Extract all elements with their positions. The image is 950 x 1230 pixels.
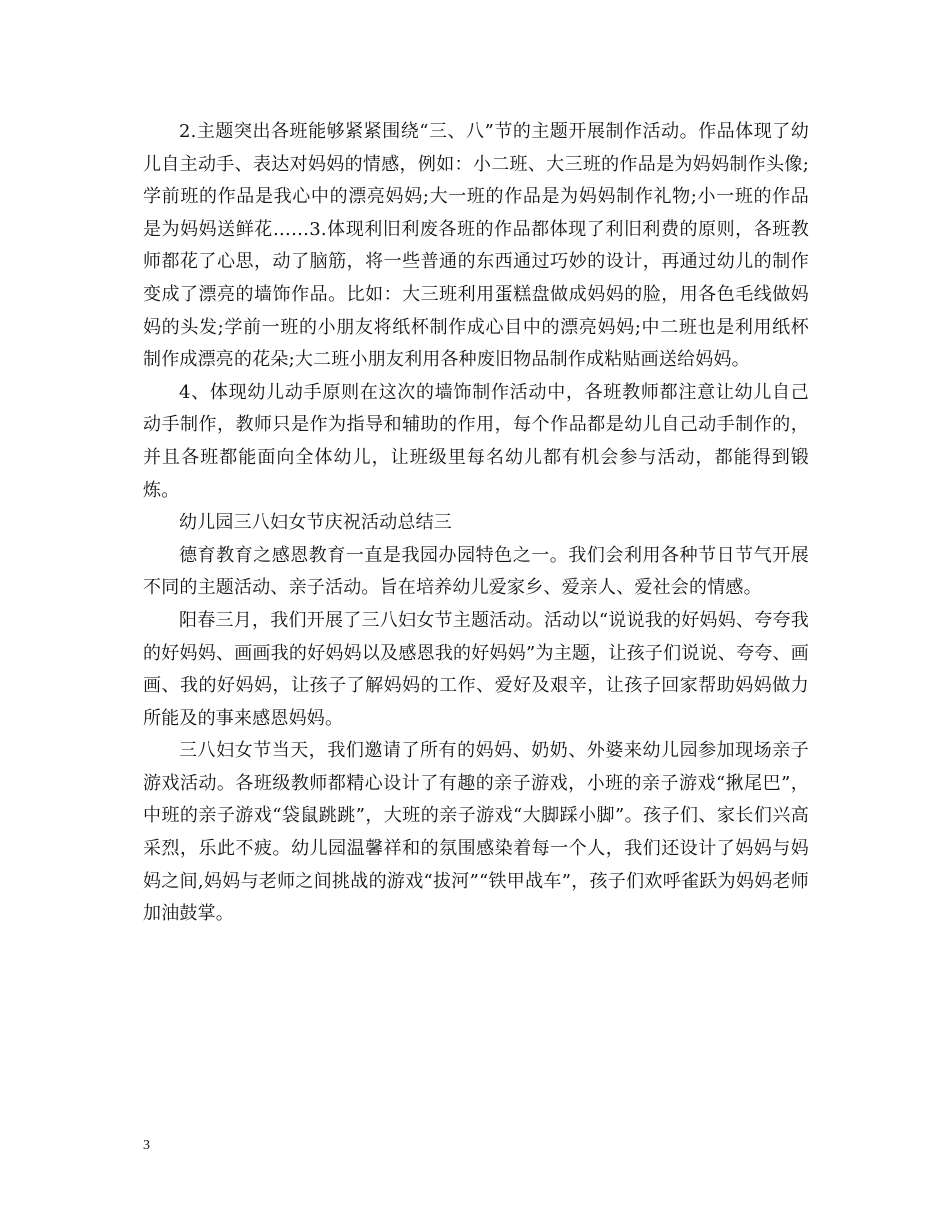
document-body [143, 116, 809, 931]
paragraph-theme-recycling: 2.主题突出各班能够紧紧围绕“三、八”节的主题开展制作活动。作品体现了幼儿自主动手、表达对妈妈的情感，例如：小二班、大三班的作品是为妈妈制作头像;学前班的作品是我心中的漂亮妈妈;大一班的作品是为妈妈制作礼物;小一班的作品是为妈妈送鲜花……3.体现利旧利废各班的作品都体现了利旧利费的原则，各班教师都花了心思，动了脑筋，将一些普通的东西通过巧妙的设计，再通过幼儿的制作变成了漂亮的墙饰作品。比如：大三班利用蛋糕盘做成妈妈的脸，用各色毛线做妈妈的头发;学前一班的小朋友将纸杯制作成心目中的漂亮妈妈;中二班也是利用纸杯制作成漂亮的花朵;大二班小朋友利用各种废旧物品制作成粘贴画送给妈妈。 [143, 121, 809, 371]
section-heading: 幼儿园三八妇女节庆祝活动总结三 [179, 512, 452, 534]
paragraph-hands-on-principle: 4、体现幼儿动手原则在这次的墙饰制作活动中，各班教师都注意让幼儿自己动手制作，教师只是作为指导和辅助的作用，每个作品都是幼儿自己动手制作的，并且各班都能面向全体幼儿，让班级里每名幼儿都有机会参与活动，都能得到锻炼。 [143, 381, 809, 501]
paragraph-gratitude-education: 德育教育之感恩教育一直是我园办园特色之一。我们会利用各种节日节气开展不同的主题活动、亲子活动。旨在培养幼儿爱家乡、爱亲人、爱社会的情感。 [143, 544, 809, 599]
paragraph-parent-child-games: 三八妇女节当天，我们邀请了所有的妈妈、奶奶、外婆来幼儿园参加现场亲子游戏活动。各班级教师都精心设计了有趣的亲子游戏，小班的亲子游戏“揪尾巴”，中班的亲子游戏“袋鼠跳跳”，大班的亲子游戏“大脚踩小脚”。孩子们、家长们兴高采烈，乐此不疲。幼儿园温馨祥和的氛围感染着每一个人，我们还设计了妈妈与妈妈之间,妈妈与老师之间挑战的游戏“拔河”“铁甲战车”，孩子们欢呼雀跃为妈妈老师加油鼓掌。 [143, 740, 809, 925]
paragraph-march-activity: 阳春三月，我们开展了三八妇女节主题活动。活动以“说说我的好妈妈、夸夸我的好妈妈、画画我的好妈妈以及感恩我的好妈妈”为主题，让孩子们说说、夸夸、画画、我的好妈妈，让孩子了解妈妈的工作、爱好及艰辛，让孩子回家帮助妈妈做力所能及的事来感恩妈妈。 [143, 609, 809, 729]
page-number: 3 [143, 1138, 150, 1153]
